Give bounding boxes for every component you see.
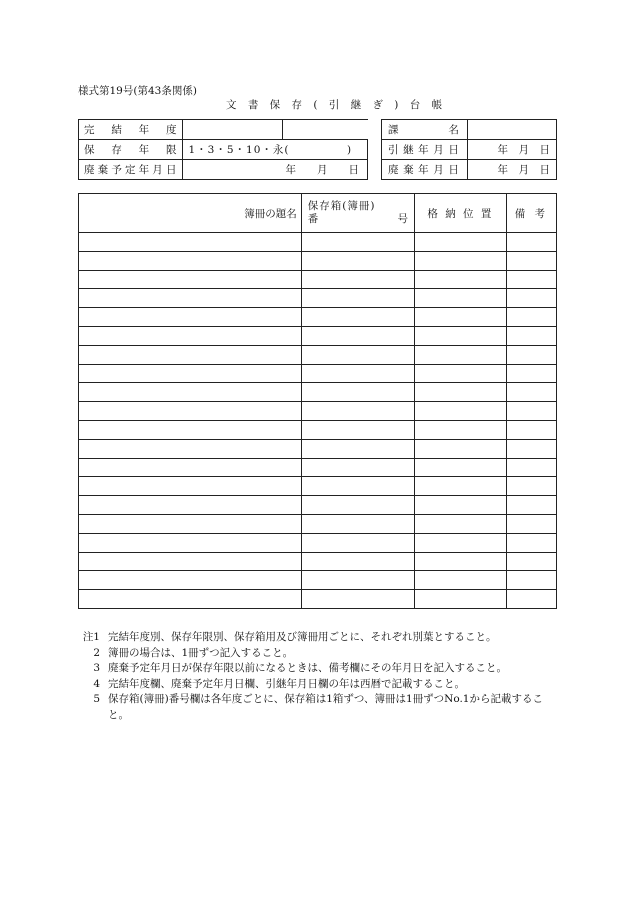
table-row xyxy=(79,251,557,270)
ledger-cell-location[interactable] xyxy=(415,552,507,571)
section-label: 課 名 xyxy=(382,120,468,140)
ledger-cell-remarks[interactable] xyxy=(506,308,556,327)
note-text: 廃棄予定年月日が保存年限以前になるときは、備考欄にその年月日を記入すること。 xyxy=(108,662,507,674)
ledger-cell-box-number[interactable] xyxy=(301,458,414,477)
note-text: 簿冊の場合は、1冊ずつ記入すること。 xyxy=(108,646,294,659)
ledger-cell-remarks[interactable] xyxy=(506,439,556,458)
ledger-cell-box-number[interactable] xyxy=(301,364,414,383)
transfer-date-label: 引継年月日 xyxy=(382,140,468,160)
table-row xyxy=(79,364,557,383)
ledger-cell-title[interactable] xyxy=(79,233,302,252)
table-row xyxy=(79,496,557,515)
ledger-cell-box-number[interactable] xyxy=(301,590,414,609)
table-row xyxy=(79,345,557,364)
disposal-date-label: 廃棄年月日 xyxy=(382,160,468,180)
table-row xyxy=(79,439,557,458)
note-number: 注1 xyxy=(82,631,100,643)
ledger-cell-box-number[interactable] xyxy=(301,289,414,308)
ledger-cell-remarks[interactable] xyxy=(506,402,556,421)
table-row xyxy=(79,420,557,439)
ledger-cell-box-number[interactable] xyxy=(301,308,414,327)
ledger-cell-title[interactable] xyxy=(79,289,302,308)
table-row xyxy=(79,383,557,402)
completion-year-label: 完 結 年 度 xyxy=(79,120,183,140)
ledger-cell-title[interactable] xyxy=(79,590,302,609)
ledger-cell-remarks[interactable] xyxy=(506,533,556,552)
ledger-cell-title[interactable] xyxy=(79,402,302,421)
table-row xyxy=(79,590,557,609)
ledger-cell-box-number[interactable] xyxy=(301,326,414,345)
ledger-cell-remarks[interactable] xyxy=(506,496,556,515)
retention-options[interactable]: 1・3・5・10・永( ) xyxy=(183,140,368,160)
col-box-number-line1: 保存箱(簿冊) xyxy=(307,200,376,212)
section-field[interactable] xyxy=(467,120,556,140)
completion-year-field[interactable] xyxy=(183,120,283,140)
ledger-cell-location[interactable] xyxy=(415,533,507,552)
info-table-left xyxy=(78,119,368,180)
col-box-number-ban: 番 xyxy=(307,213,319,225)
note-item xyxy=(78,677,558,693)
ledger-cell-title[interactable] xyxy=(79,364,302,383)
ledger-cell-box-number[interactable] xyxy=(301,552,414,571)
col-title-header: 簿冊の題名 xyxy=(79,194,302,233)
ledger-cell-title[interactable] xyxy=(79,458,302,477)
table-row xyxy=(79,571,557,590)
ledger-cell-title[interactable] xyxy=(79,552,302,571)
ledger-cell-remarks[interactable] xyxy=(506,477,556,496)
ledger-cell-box-number[interactable] xyxy=(301,533,414,552)
note-number: 4 xyxy=(93,677,100,690)
ledger-cell-box-number[interactable] xyxy=(301,439,414,458)
ledger-cell-box-number[interactable] xyxy=(301,233,414,252)
blank-cell xyxy=(283,120,368,140)
ledger-cell-remarks[interactable] xyxy=(506,383,556,402)
ledger-cell-location[interactable] xyxy=(415,590,507,609)
ledger-cell-title[interactable] xyxy=(79,571,302,590)
ledger-cell-remarks[interactable] xyxy=(506,590,556,609)
ledger-cell-location[interactable] xyxy=(415,270,507,289)
table-row xyxy=(79,402,557,421)
ledger-cell-location[interactable] xyxy=(415,477,507,496)
note-number: 5 xyxy=(93,693,100,705)
note-item xyxy=(78,630,558,646)
table-row xyxy=(79,233,557,252)
ledger-cell-title[interactable] xyxy=(79,251,302,270)
ledger-cell-location[interactable] xyxy=(415,439,507,458)
ledger-cell-title[interactable] xyxy=(79,308,302,327)
col-remarks-header: 備 考 xyxy=(506,194,556,233)
ledger-cell-location[interactable] xyxy=(415,383,507,402)
ledger-cell-title[interactable] xyxy=(79,477,302,496)
note-text: 完結年度欄、廃棄予定年月日欄、引継年月日欄の年は西暦で記載すること。 xyxy=(108,677,465,690)
ledger-cell-location[interactable] xyxy=(415,514,507,533)
note-item xyxy=(78,692,558,723)
ledger-cell-title[interactable] xyxy=(79,326,302,345)
ledger-cell-location[interactable] xyxy=(415,289,507,308)
ledger-cell-remarks[interactable] xyxy=(506,289,556,308)
ledger-cell-location[interactable] xyxy=(415,251,507,270)
ledger-cell-location[interactable] xyxy=(415,420,507,439)
ledger-cell-title[interactable] xyxy=(79,514,302,533)
ledger-cell-box-number[interactable] xyxy=(301,514,414,533)
ledger-cell-title[interactable] xyxy=(79,345,302,364)
table-row xyxy=(79,458,557,477)
ledger-cell-remarks[interactable] xyxy=(506,345,556,364)
ledger-cell-box-number[interactable] xyxy=(301,571,414,590)
table-row xyxy=(79,514,557,533)
ledger-cell-remarks[interactable] xyxy=(506,364,556,383)
col-location-header: 格 納 位 置 xyxy=(415,194,507,233)
note-number: 2 xyxy=(93,646,100,659)
ledger-cell-box-number[interactable] xyxy=(301,402,414,421)
ledger-cell-title[interactable] xyxy=(79,270,302,289)
ledger-cell-box-number[interactable] xyxy=(301,420,414,439)
notes-section xyxy=(78,630,558,723)
ledger-cell-remarks[interactable] xyxy=(506,420,556,439)
table-row xyxy=(79,552,557,571)
col-box-number-header xyxy=(301,194,414,233)
ledger-cell-location[interactable] xyxy=(415,402,507,421)
ledger-cell-title[interactable] xyxy=(79,496,302,515)
ledger-cell-title[interactable] xyxy=(79,420,302,439)
note-item xyxy=(78,661,558,677)
page-title: 文 書 保 存 ( 引 継 ぎ ) 台 帳 xyxy=(226,99,447,111)
table-row xyxy=(79,289,557,308)
col-box-number-line2 xyxy=(306,213,410,226)
ledger-cell-remarks[interactable] xyxy=(506,552,556,571)
form-number: 様式第19号(第43条関係) xyxy=(78,85,197,97)
note-text: 保存箱(簿冊)番号欄は各年度ごとに、保存箱は1箱ずつ、簿冊は1冊ずつNo.1から記載すること。 xyxy=(108,693,543,721)
table-row xyxy=(79,326,557,345)
ledger-cell-location[interactable] xyxy=(415,326,507,345)
note-text: 完結年度別、保存年限別、保存箱用及び簿冊用ごとに、それぞれ別葉とすること。 xyxy=(108,631,497,643)
table-row xyxy=(79,270,557,289)
ledger-cell-remarks[interactable] xyxy=(506,270,556,289)
ledger-cell-title[interactable] xyxy=(79,383,302,402)
ledger-cell-location[interactable] xyxy=(415,496,507,515)
ledger-cell-location[interactable] xyxy=(415,233,507,252)
ledger-cell-location[interactable] xyxy=(415,458,507,477)
disposal-plan-label: 廃棄予定年月日 xyxy=(79,160,183,180)
table-row xyxy=(79,308,557,327)
table-row xyxy=(79,533,557,552)
ledger-cell-remarks[interactable] xyxy=(506,233,556,252)
ledger-cell-box-number[interactable] xyxy=(301,477,414,496)
ledger-cell-box-number[interactable] xyxy=(301,383,414,402)
ledger-cell-remarks[interactable] xyxy=(506,326,556,345)
ledger-cell-location[interactable] xyxy=(415,345,507,364)
ledger-cell-remarks[interactable] xyxy=(506,458,556,477)
disposal-plan-date-field[interactable]: 年 月 日 xyxy=(183,160,368,180)
retention-label: 保 存 年 限 xyxy=(79,140,183,160)
ledger-cell-location[interactable] xyxy=(415,571,507,590)
ledger-cell-remarks[interactable] xyxy=(506,571,556,590)
ledger-cell-location[interactable] xyxy=(415,364,507,383)
note-number: 3 xyxy=(93,662,100,674)
col-box-number-go: 号 xyxy=(397,213,409,225)
info-table-right xyxy=(381,119,557,180)
table-row xyxy=(79,477,557,496)
ledger-cell-title[interactable] xyxy=(79,533,302,552)
ledger-cell-remarks[interactable] xyxy=(506,514,556,533)
note-item xyxy=(78,646,558,662)
ledger-table xyxy=(78,193,557,609)
ledger-header-row xyxy=(79,194,557,233)
ledger-cell-box-number[interactable] xyxy=(301,496,414,515)
transfer-date-field[interactable]: 年 月 日 xyxy=(467,140,556,160)
ledger-cell-remarks[interactable] xyxy=(506,251,556,270)
ledger-cell-location[interactable] xyxy=(415,308,507,327)
ledger-cell-title[interactable] xyxy=(79,439,302,458)
ledger-cell-box-number[interactable] xyxy=(301,345,414,364)
ledger-cell-box-number[interactable] xyxy=(301,270,414,289)
ledger-cell-box-number[interactable] xyxy=(301,251,414,270)
disposal-date-field[interactable]: 年 月 日 xyxy=(467,160,556,180)
